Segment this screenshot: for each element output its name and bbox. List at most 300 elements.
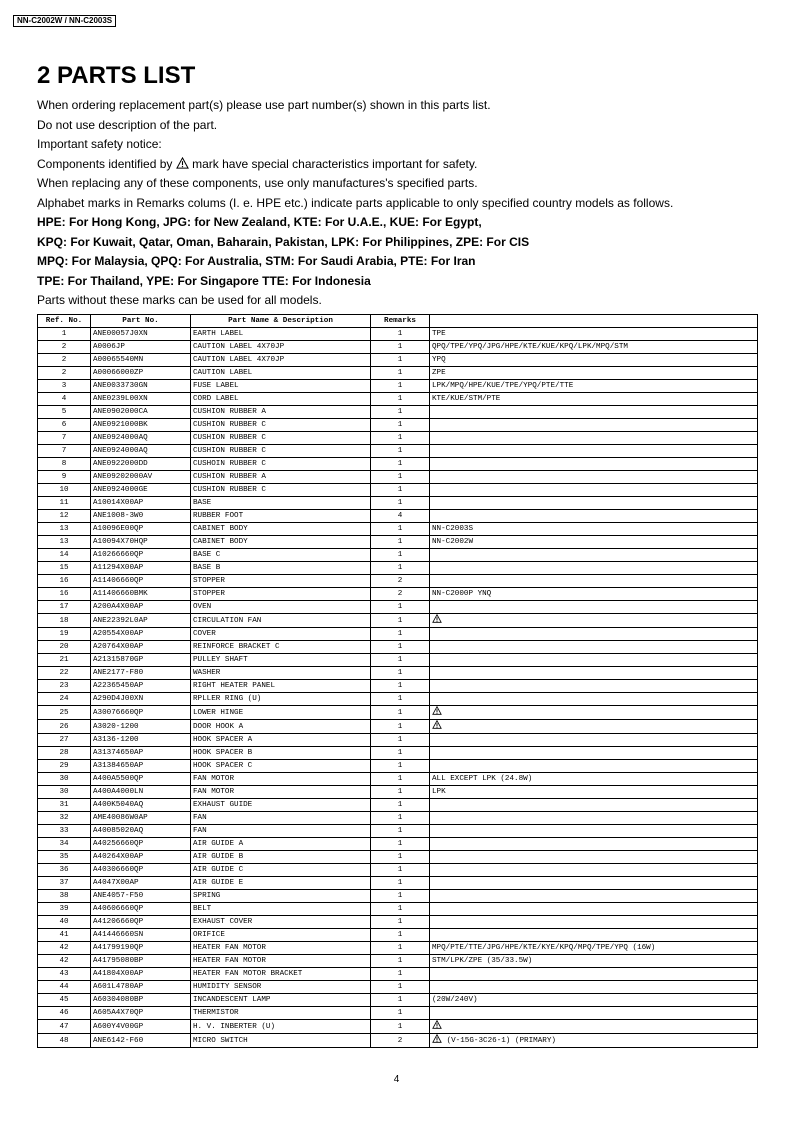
cell-ref-no-text: 18	[59, 616, 69, 625]
cell-ref-no-text: 15	[59, 564, 69, 572]
cell-quantity-text: 1	[397, 564, 403, 572]
cell-part-name	[191, 328, 371, 341]
column-header-description: Part Name & Description	[191, 315, 371, 328]
cell-remarks-text: MPQ/PTE/TTE/JPG/HPE/KTE/KYE/KPQ/MPQ/TPE/YPQ (16W)	[432, 944, 656, 952]
column-header-remarks: Remarks	[371, 315, 430, 328]
cell-part-no	[91, 994, 191, 1007]
cell-part-no	[91, 968, 191, 981]
cell-quantity-text: 1	[397, 736, 403, 744]
cell-ref-no-text: 16	[59, 577, 69, 585]
cell-part-name-text: HUMIDITY SENSOR	[193, 983, 262, 991]
cell-quantity	[371, 341, 430, 354]
table-row	[38, 890, 758, 903]
cell-part-no	[91, 354, 191, 367]
cell-part-no	[91, 1007, 191, 1020]
table-row	[38, 1034, 758, 1048]
cell-quantity	[371, 328, 430, 341]
model-tag: NN-C2002W / NN-C2003S	[13, 15, 116, 27]
cell-part-name	[191, 890, 371, 903]
cell-quantity-text: 1	[397, 525, 403, 533]
cell-part-name	[191, 628, 371, 641]
cell-part-no-text: ANE0033730GN	[93, 382, 148, 390]
cell-quantity	[371, 367, 430, 380]
cell-part-name	[191, 942, 371, 955]
cell-part-name	[191, 994, 371, 1007]
cell-part-name	[191, 1034, 371, 1048]
cell-remarks-text: QPQ/TPE/YPQ/JPG/HPE/KTE/KUE/KPQ/LPK/MPQ/STM	[432, 343, 628, 351]
cell-part-name-text: AIR GUIDE E	[193, 879, 244, 887]
cell-part-no	[91, 720, 191, 734]
cell-quantity-text: 1	[397, 996, 403, 1004]
table-row	[38, 393, 758, 406]
cell-remarks	[430, 419, 758, 432]
cell-part-no	[91, 981, 191, 994]
cell-ref-no-text: 20	[59, 643, 69, 651]
cell-part-name-text: AIR GUIDE B	[193, 853, 244, 861]
cell-quantity	[371, 1034, 430, 1048]
cell-quantity-text: 1	[397, 840, 403, 848]
cell-part-no	[91, 497, 191, 510]
cell-remarks	[430, 588, 758, 601]
cell-part-no-text: ANE0924000GE	[93, 486, 148, 494]
cell-part-no-text: A600Y4V00GP	[93, 1022, 144, 1031]
cell-ref-no	[38, 1020, 91, 1034]
cell-part-name-text: EXHAUST COVER	[193, 918, 253, 926]
cell-ref-no	[38, 523, 91, 536]
cell-part-name	[191, 799, 371, 812]
cell-part-no	[91, 1034, 191, 1048]
cell-remarks	[430, 760, 758, 773]
table-row	[38, 981, 758, 994]
cell-ref-no	[38, 445, 91, 458]
cell-quantity	[371, 497, 430, 510]
cell-quantity-text: 1	[397, 853, 403, 861]
cell-part-name	[191, 471, 371, 484]
cell-part-name-text: THERMISTOR	[193, 1009, 239, 1017]
cell-quantity	[371, 432, 430, 445]
cell-ref-no-text: 7	[61, 447, 67, 455]
cell-remarks	[430, 654, 758, 667]
column-header-ref-no: Ref. No.	[38, 315, 91, 328]
table-row	[38, 536, 758, 549]
cell-part-no	[91, 406, 191, 419]
cell-remarks	[430, 773, 758, 786]
cell-part-name	[191, 1020, 371, 1034]
cell-part-no	[91, 851, 191, 864]
table-row	[38, 484, 758, 497]
cell-part-name	[191, 693, 371, 706]
cell-quantity-text: 1	[397, 879, 403, 887]
cell-quantity-text: 2	[397, 590, 403, 598]
cell-part-no	[91, 471, 191, 484]
cell-ref-no	[38, 968, 91, 981]
cell-part-no	[91, 328, 191, 341]
cell-quantity	[371, 747, 430, 760]
cell-quantity-text: 4	[397, 512, 403, 520]
cell-part-name	[191, 838, 371, 851]
cell-remarks-text: STM/LPK/ZPE (35/33.5W)	[432, 957, 533, 965]
cell-quantity-text: 1	[397, 603, 403, 611]
cell-ref-no	[38, 601, 91, 614]
cell-part-no	[91, 432, 191, 445]
cell-part-no-text: A400K5040AQ	[93, 801, 144, 809]
cell-ref-no	[38, 786, 91, 799]
cell-part-no	[91, 812, 191, 825]
cell-quantity	[371, 614, 430, 628]
cell-part-name-text: CAUTION LABEL 4X70JP	[193, 343, 285, 351]
cell-quantity-text: 1	[397, 356, 403, 364]
cell-ref-no-text: 25	[59, 708, 69, 717]
cell-quantity-text: 1	[397, 827, 403, 835]
cell-quantity-text: 1	[397, 762, 403, 770]
cell-quantity-text: 1	[397, 814, 403, 822]
parts-table	[37, 314, 758, 1048]
safety-warning-icon	[432, 720, 442, 729]
cell-part-name	[191, 706, 371, 720]
cell-part-name-text: BASE B	[193, 564, 221, 572]
cell-part-name-text: FAN	[193, 814, 207, 822]
cell-part-no	[91, 838, 191, 851]
cell-part-name-text: RUBBER FOOT	[193, 512, 244, 520]
cell-part-no-text: A10266660QP	[93, 551, 144, 559]
table-row	[38, 786, 758, 799]
cell-remarks	[430, 786, 758, 799]
cell-ref-no	[38, 955, 91, 968]
cell-ref-no	[38, 799, 91, 812]
cell-quantity-text: 1	[397, 1009, 403, 1017]
cell-part-name-text: FAN MOTOR	[193, 775, 235, 783]
cell-quantity-text: 1	[397, 643, 403, 651]
cell-part-name-text: FUSE LABEL	[193, 382, 239, 390]
cell-part-no-text: A41804X00AP	[93, 970, 144, 978]
table-row	[38, 354, 758, 367]
cell-part-name-text: CUSHION RUBBER C	[193, 434, 266, 442]
cell-ref-no	[38, 864, 91, 877]
cell-part-name	[191, 497, 371, 510]
cell-ref-no	[38, 510, 91, 523]
cell-part-name-text: BASE C	[193, 551, 221, 559]
cell-ref-no	[38, 367, 91, 380]
cell-part-no-text: A60304080BP	[93, 996, 144, 1004]
table-row	[38, 693, 758, 706]
cell-ref-no-text: 10	[59, 486, 69, 494]
cell-part-no-text: ANE0924000AQ	[93, 447, 148, 455]
cell-ref-no	[38, 994, 91, 1007]
cell-part-name-text: REINFORCE BRACKET C	[193, 643, 280, 651]
cell-ref-no-text: 24	[59, 695, 69, 703]
cell-quantity-text: 2	[397, 577, 403, 585]
cell-remarks-text: NN-C2002W	[432, 538, 474, 546]
cell-ref-no	[38, 812, 91, 825]
cell-part-no-text: A31374650AP	[93, 749, 144, 757]
table-row	[38, 367, 758, 380]
cell-quantity-text: 1	[397, 538, 403, 546]
cell-quantity	[371, 877, 430, 890]
cell-part-no-text: A10094X70HQP	[93, 538, 148, 546]
cell-quantity-text: 1	[397, 931, 403, 939]
cell-part-name	[191, 641, 371, 654]
cell-part-name-text: LOWER HINGE	[193, 708, 244, 717]
table-row	[38, 341, 758, 354]
intro-line: When ordering replacement part(s) please use part number(s) shown in this parts list.	[37, 98, 491, 112]
cell-part-no-text: A21315870GP	[93, 656, 144, 664]
cell-remarks	[430, 799, 758, 812]
cell-part-name	[191, 667, 371, 680]
cell-part-no-text: ANE0922000DD	[93, 460, 148, 468]
cell-part-name-text: CAUTION LABEL 4X70JP	[193, 356, 285, 364]
cell-ref-no	[38, 341, 91, 354]
cell-remarks	[430, 445, 758, 458]
cell-ref-no-text: 30	[59, 788, 69, 796]
cell-remarks	[430, 825, 758, 838]
cell-ref-no-text: 48	[59, 1036, 69, 1045]
cell-remarks	[430, 812, 758, 825]
region-codes-line: TPE: For Thailand, YPE: For Singapore TTE: For Indonesia	[37, 273, 371, 288]
cell-ref-no-text: 32	[59, 814, 69, 822]
cell-part-no	[91, 549, 191, 562]
cell-part-name	[191, 851, 371, 864]
cell-part-name-text: HOOK SPACER C	[193, 762, 253, 770]
cell-quantity	[371, 641, 430, 654]
table-row	[38, 328, 758, 341]
parts-table-body	[38, 328, 758, 1048]
table-row	[38, 523, 758, 536]
cell-part-no-text: A20764X00AP	[93, 643, 144, 651]
cell-part-name-text: DOOR HOOK A	[193, 722, 244, 731]
cell-part-no	[91, 903, 191, 916]
cell-ref-no-text: 1	[61, 330, 67, 338]
cell-part-no	[91, 575, 191, 588]
cell-ref-no-text: 26	[59, 722, 69, 731]
table-row	[38, 942, 758, 955]
cell-part-no-text: A40085020AQ	[93, 827, 144, 835]
cell-part-no-text: A41446660SN	[93, 931, 144, 939]
cell-part-no-text: A40606660QP	[93, 905, 144, 913]
cell-part-name-text: H. V. INBERTER (U)	[193, 1022, 276, 1031]
cell-remarks	[430, 641, 758, 654]
cell-ref-no	[38, 497, 91, 510]
cell-quantity	[371, 825, 430, 838]
cell-quantity	[371, 654, 430, 667]
cell-remarks	[430, 1034, 758, 1048]
cell-part-no-text: AME40086W0AP	[93, 814, 148, 822]
cell-remarks-text: YPQ	[432, 356, 446, 364]
cell-quantity	[371, 864, 430, 877]
cell-part-name-text: AIR GUIDE A	[193, 840, 244, 848]
cell-part-name-text: RPLLER RING (U)	[193, 695, 262, 703]
cell-quantity-text: 1	[397, 460, 403, 468]
cell-remarks	[430, 903, 758, 916]
cell-remarks	[430, 341, 758, 354]
cell-part-no-text: A601L4780AP	[93, 983, 144, 991]
cell-part-no	[91, 641, 191, 654]
cell-ref-no	[38, 706, 91, 720]
cell-ref-no-text: 5	[61, 408, 67, 416]
cell-part-no	[91, 799, 191, 812]
table-row	[38, 968, 758, 981]
cell-part-name	[191, 380, 371, 393]
cell-part-name-text: CUSHION RUBBER C	[193, 421, 266, 429]
cell-ref-no	[38, 549, 91, 562]
cell-remarks	[430, 693, 758, 706]
cell-part-no	[91, 614, 191, 628]
cell-part-no-text: A0006JP	[93, 343, 125, 351]
cell-ref-no	[38, 680, 91, 693]
cell-quantity-text: 1	[397, 499, 403, 507]
cell-part-name	[191, 575, 371, 588]
cell-part-no	[91, 786, 191, 799]
cell-ref-no-text: 44	[59, 983, 69, 991]
cell-part-no-text: A00065540MN	[93, 356, 144, 364]
table-row	[38, 419, 758, 432]
table-row	[38, 994, 758, 1007]
cell-part-no-text: ANE0924000AQ	[93, 434, 148, 442]
cell-part-no-text: A200A4X00AP	[93, 603, 144, 611]
cell-quantity-text: 1	[397, 749, 403, 757]
cell-quantity-text: 1	[397, 801, 403, 809]
cell-part-no	[91, 734, 191, 747]
table-row	[38, 864, 758, 877]
cell-ref-no-text: 45	[59, 996, 69, 1004]
cell-part-no-text: A00066000ZP	[93, 369, 144, 377]
cell-quantity	[371, 734, 430, 747]
cell-ref-no-text: 36	[59, 866, 69, 874]
cell-ref-no-text: 38	[59, 892, 69, 900]
cell-part-no-text: ANE1008-3W0	[93, 512, 144, 520]
cell-ref-no-text: 27	[59, 736, 69, 744]
table-row	[38, 760, 758, 773]
intro-line-part: mark have special characteristics important for safety.	[192, 156, 478, 171]
table-row	[38, 929, 758, 942]
table-row	[38, 916, 758, 929]
cell-part-no	[91, 916, 191, 929]
cell-part-no	[91, 380, 191, 393]
cell-ref-no	[38, 354, 91, 367]
cell-ref-no	[38, 942, 91, 955]
table-row	[38, 445, 758, 458]
cell-quantity	[371, 667, 430, 680]
cell-ref-no-text: 42	[59, 957, 69, 965]
cell-quantity	[371, 628, 430, 641]
cell-part-no-text: A3136-1200	[93, 736, 139, 744]
cell-quantity	[371, 890, 430, 903]
cell-remarks	[430, 406, 758, 419]
cell-part-no-text: A22365450AP	[93, 682, 144, 690]
cell-quantity	[371, 354, 430, 367]
cell-part-no	[91, 680, 191, 693]
cell-remarks	[430, 497, 758, 510]
cell-ref-no-text: 17	[59, 603, 69, 611]
cell-part-no-text: A290D4J00XN	[93, 695, 144, 703]
cell-part-no	[91, 706, 191, 720]
cell-ref-no-text: 40	[59, 918, 69, 926]
cell-remarks	[430, 510, 758, 523]
cell-ref-no-text: 11	[59, 499, 69, 507]
cell-remarks	[430, 367, 758, 380]
cell-ref-no-text: 30	[59, 775, 69, 783]
cell-ref-no-text: 42	[59, 944, 69, 952]
cell-ref-no	[38, 916, 91, 929]
cell-quantity-text: 1	[397, 434, 403, 442]
cell-part-name-text: CABINET BODY	[193, 538, 248, 546]
cell-remarks	[430, 1007, 758, 1020]
cell-part-no	[91, 510, 191, 523]
cell-ref-no	[38, 851, 91, 864]
cell-part-name	[191, 562, 371, 575]
cell-part-name	[191, 720, 371, 734]
column-header-notes	[430, 315, 758, 328]
table-row	[38, 432, 758, 445]
cell-part-name-text: MICRO SWITCH	[193, 1036, 248, 1045]
cell-ref-no-text: 29	[59, 762, 69, 770]
cell-ref-no	[38, 747, 91, 760]
safety-warning-icon	[432, 614, 442, 623]
cell-quantity	[371, 968, 430, 981]
cell-ref-no-text: 12	[59, 512, 69, 520]
table-row	[38, 955, 758, 968]
cell-remarks	[430, 536, 758, 549]
cell-part-name-text: CUSHION RUBBER A	[193, 473, 266, 481]
cell-ref-no-text: 2	[61, 369, 67, 377]
cell-part-name	[191, 367, 371, 380]
cell-remarks-text: LPK	[432, 788, 446, 796]
cell-part-name	[191, 1007, 371, 1020]
cell-remarks	[430, 562, 758, 575]
cell-quantity	[371, 994, 430, 1007]
cell-part-name-text: OVEN	[193, 603, 212, 611]
table-row	[38, 588, 758, 601]
cell-part-name	[191, 510, 371, 523]
cell-part-name	[191, 432, 371, 445]
cell-part-name	[191, 484, 371, 497]
cell-part-name-text: FAN MOTOR	[193, 788, 235, 796]
cell-remarks	[430, 680, 758, 693]
cell-ref-no	[38, 328, 91, 341]
cell-quantity-text: 1	[397, 616, 403, 625]
table-row	[38, 680, 758, 693]
cell-quantity	[371, 838, 430, 851]
cell-part-name	[191, 955, 371, 968]
cell-part-name-text: RIGHT HEATER PANEL	[193, 682, 276, 690]
cell-part-name	[191, 877, 371, 890]
cell-part-no-text: A10096E00QP	[93, 525, 144, 533]
cell-remarks	[430, 734, 758, 747]
cell-part-no	[91, 773, 191, 786]
cell-quantity	[371, 1020, 430, 1034]
cell-part-no	[91, 588, 191, 601]
cell-quantity	[371, 693, 430, 706]
cell-quantity	[371, 720, 430, 734]
cell-part-name	[191, 588, 371, 601]
cell-quantity	[371, 903, 430, 916]
cell-part-name-text: INCANDESCENT LAMP	[193, 996, 271, 1004]
cell-part-no	[91, 562, 191, 575]
cell-remarks	[430, 628, 758, 641]
cell-ref-no	[38, 614, 91, 628]
cell-remarks-text: NN-C2000P YNQ	[432, 590, 492, 598]
cell-quantity-text: 1	[397, 395, 403, 403]
cell-part-name	[191, 549, 371, 562]
cell-remarks	[430, 601, 758, 614]
cell-remarks	[430, 838, 758, 851]
table-row	[38, 562, 758, 575]
table-header-row	[38, 315, 758, 328]
cell-remarks	[430, 747, 758, 760]
table-row	[38, 838, 758, 851]
cell-ref-no	[38, 458, 91, 471]
cell-part-no-text: ANE09202000AV	[93, 473, 153, 481]
cell-part-name-text: HOOK SPACER B	[193, 749, 253, 757]
